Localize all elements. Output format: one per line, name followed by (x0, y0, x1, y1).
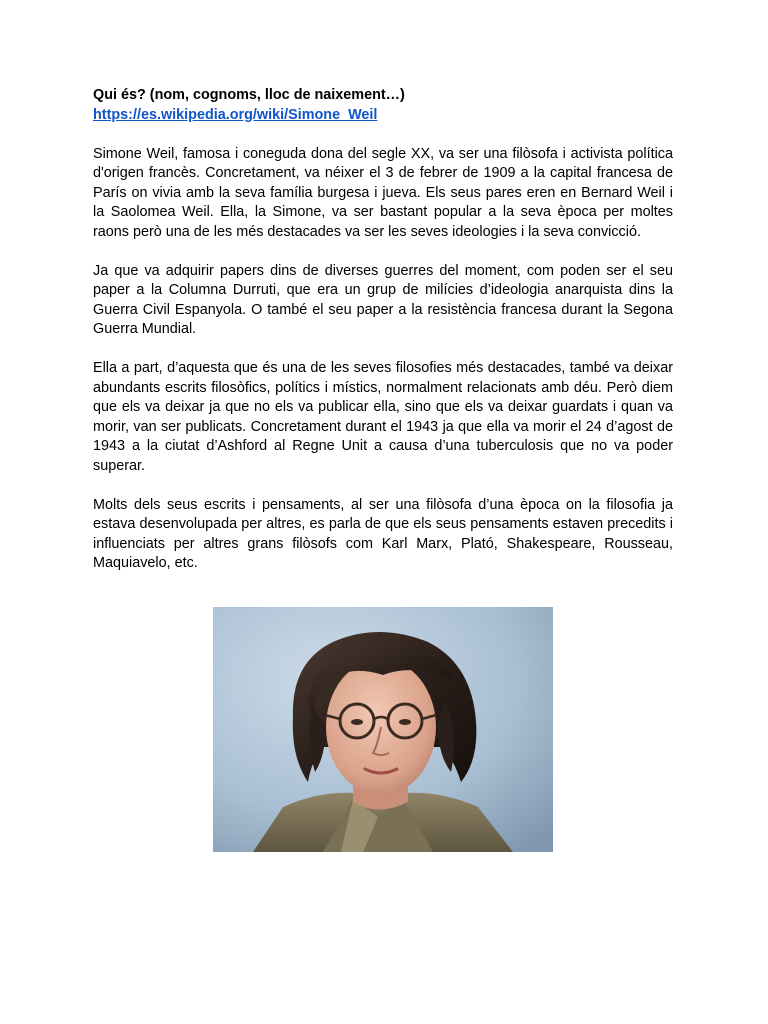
section-heading: Qui és? (nom, cognoms, lloc de naixement…) (93, 87, 405, 103)
wikipedia-link[interactable]: https://es.wikipedia.org/wiki/Simone_Weil (93, 106, 378, 123)
paragraph-intro: Simone Weil, famosa i coneguda dona del segle XX, va ser una filòsofa i activista política d'origen francès. Concretament, va néixer el 3 de febrer de 1909 a la capital francesa de París on vivia amb la seva família burgesa i jueva. Els seus pares eren en Bernard Weil i la Saolomea Weil. Ella, la Simone, va ser bastant popular a la seva època per moltes raons però una de les més destacades va ser les seves ideologies i la seva convicció. (93, 145, 673, 240)
document-body (93, 86, 673, 593)
portrait-photo (213, 607, 553, 852)
paragraph-writings: Ella a part, d’aquesta que és una de les seves filosofies més destacades, també va deixar abundants escrits filosòfics, polítics i místics, normalment relacionats amb déu. Però diem que els va deixar ja que no els va publicar ella, sino que els va deixar guardats i quan va morir, van ser publicats. Concretament durant el 1943 ja que ella va morir el 24 d’agost de 1943 a la ciutat d’Ashford al Regne Unit a causa d’una tuberculosis que no va poder superar. (93, 360, 673, 474)
paragraph-wars: Ja que va adquirir papers dins de diverses guerres del moment, com poden ser el seu paper a la Columna Durruti, que era un grup de milícies d’ideologia anarquista dins la Guerra Civil Espanyola. O també el seu paper a la resistència francesa durant la Segona Guerra Mundial. (93, 262, 673, 337)
paragraph-influences: Molts dels seus escrits i pensaments, al ser una filòsofa d’una època on la filosofia ja estava desenvolupada per altres, es parla de que els seus pensaments estaven precedits i influenciats per altres grans filòsofs com Karl Marx, Plató, Shakespeare, Rousseau, Maquiavelo, etc. (93, 496, 673, 571)
